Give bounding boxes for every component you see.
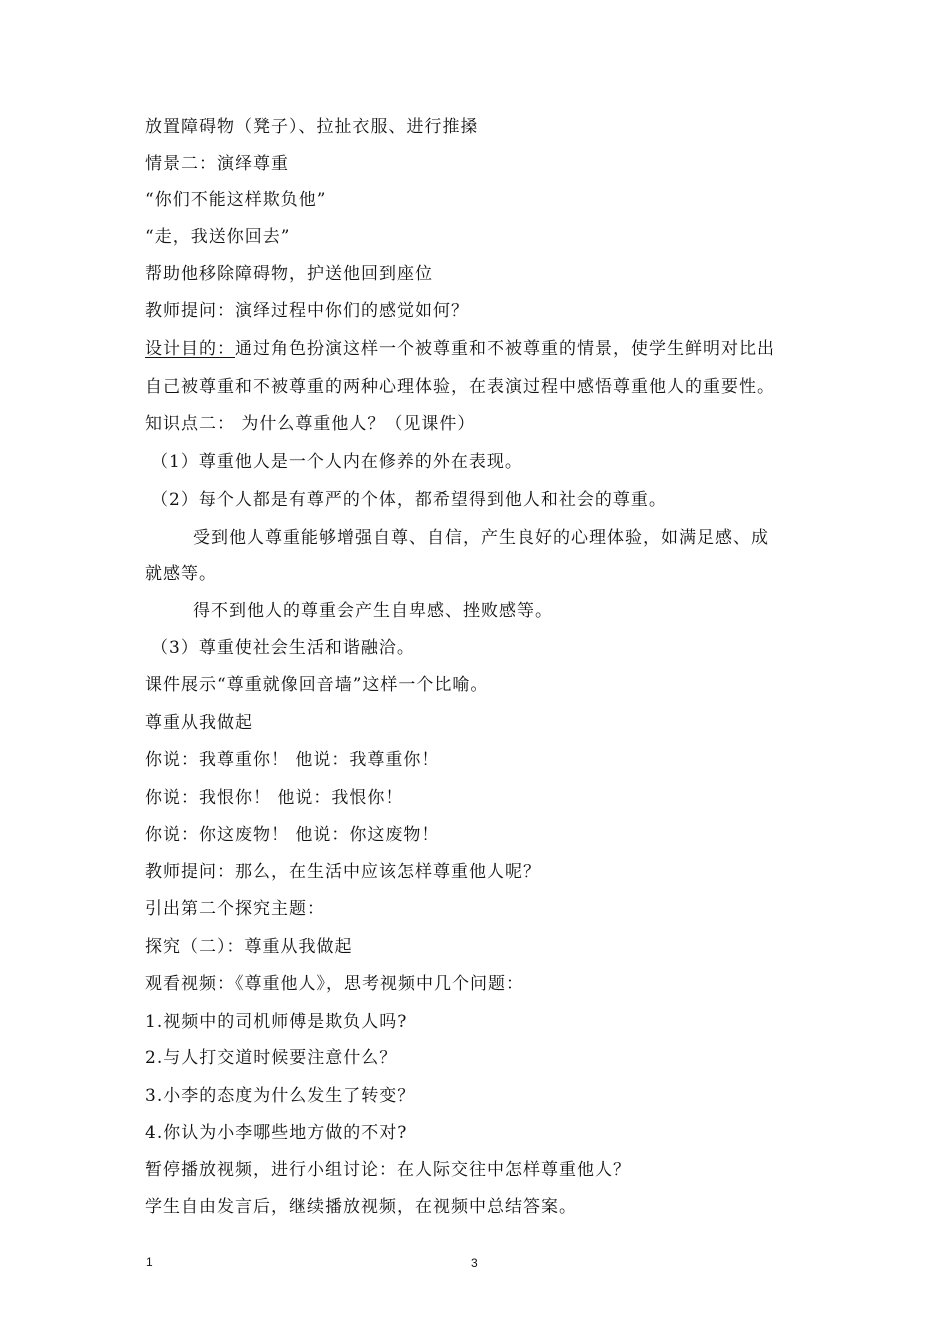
point-2: （2）每个人都是有尊严的个体，都希望得到他人和社会的尊重。 [151, 490, 667, 510]
question-3: 3.小李的态度为什么发生了转变？ [145, 1086, 416, 1106]
footer-left-number: 1 [146, 1255, 153, 1269]
echo-line-3: 你说：你这废物！ 他说：你这废物！ [145, 825, 440, 845]
text-line-quote-bully: “你们不能这样欺负他” [145, 190, 327, 210]
text-line-teacher-question-2: 教师提问：那么，在生活中应该怎样尊重他人呢？ [145, 862, 541, 882]
text-line-obstacles: 放置障碍物（凳子）、拉扯衣服、进行推搡 [145, 117, 479, 137]
design-purpose-paragraph [145, 338, 775, 360]
question-4: 4.你认为小李哪些地方做的不对? [145, 1123, 408, 1143]
design-purpose-label: 设计目的： [145, 339, 235, 359]
text-line-respected: 受到他人尊重能够增强自尊、自信，产生良好的心理体验，如满足感、成 [193, 528, 769, 548]
question-2: 2.与人打交道时候要注意什么？ [145, 1048, 398, 1068]
text-line-design-cont: 自己被尊重和不被尊重的两种心理体验，在表演过程中感悟尊重他人的重要性。 [145, 377, 775, 397]
point-3: （3）尊重使社会生活和谐融洽。 [151, 638, 415, 658]
text-line-continue-video: 学生自由发言后，继续播放视频，在视频中总结答案。 [145, 1197, 577, 1217]
text-line-watch-video: 观看视频：《尊重他人》，思考视频中几个问题： [145, 974, 524, 994]
text-line-respect-starts: 尊重从我做起 [145, 713, 253, 733]
text-line-teacher-question-1: 教师提问：演绎过程中你们的感觉如何？ [145, 301, 469, 321]
text-line-pause-discuss: 暂停播放视频，进行小组讨论：在人际交往中怎样尊重他人？ [145, 1160, 631, 1180]
text-line-help: 帮助他移除障碍物，护送他回到座位 [145, 264, 433, 284]
text-line-second-topic: 引出第二个探究主题： [145, 899, 325, 919]
text-line-respected-cont: 就感等。 [145, 564, 217, 584]
text-line-not-respected: 得不到他人的尊重会产生自卑感、挫败感等。 [193, 601, 553, 621]
text-line-quote-escort: “走，我送你回去” [145, 227, 291, 247]
explore-two-heading: 探究（二）：尊重从我做起 [145, 937, 353, 957]
text-line-courseware: 课件展示“尊重就像回音墙”这样一个比喻。 [145, 675, 489, 695]
question-1: 1.视频中的司机师傅是欺负人吗? [145, 1012, 408, 1032]
page-number: 3 [471, 1256, 478, 1270]
knowledge-point-two-heading: 知识点二： 为什么尊重他人？（见课件） [145, 414, 476, 434]
text-line-scenario-two: 情景二：演绎尊重 [145, 154, 289, 174]
point-1: （1）尊重他人是一个人内在修养的外在表现。 [151, 452, 523, 472]
echo-line-2: 你说：我恨你！ 他说：我恨你！ [145, 788, 404, 808]
echo-line-1: 你说：我尊重你！ 他说：我尊重你！ [145, 750, 440, 770]
design-purpose-text: 通过角色扮演这样一个被尊重和不被尊重的情景，使学生鲜明对比出 [235, 339, 775, 359]
